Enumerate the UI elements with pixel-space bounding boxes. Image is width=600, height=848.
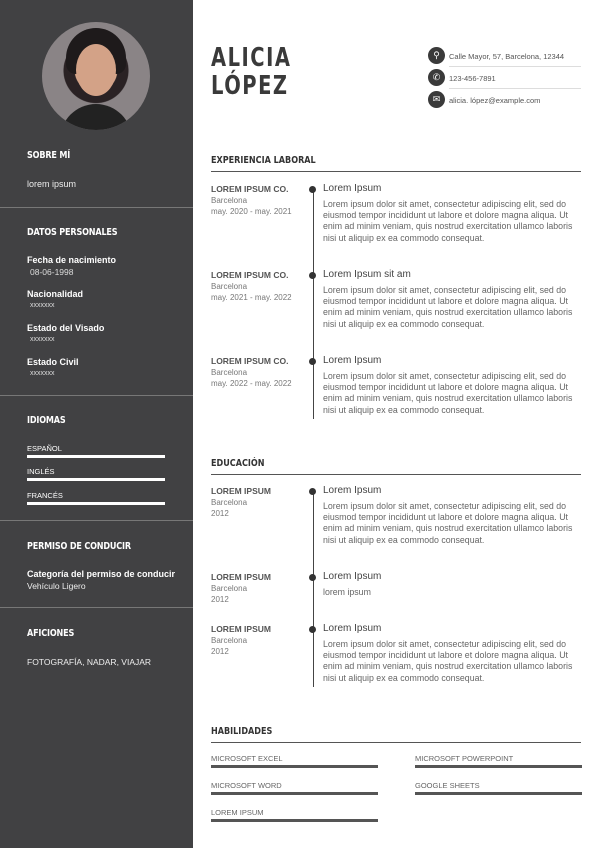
language-level-bar [27,455,165,458]
section-title-languages: IDIOMAS [27,415,66,426]
entry-place: Barcelona [211,282,248,291]
personal-value: xxxxxxx [30,370,55,377]
entry-title: Lorem Ipsum [323,355,382,366]
timeline-line [313,490,314,687]
first-name: ALICIA [211,43,292,73]
entry-description: Lorem ipsum dolor sit amet, consectetur adipiscing elit, sed do eiusmod tempor incididunt ut labore et dolore magna aliqua. Ut enim ad minim veniam, quis nostrud exercitation ullamco laboris nisi ut aliquip ex ea commodo consequat. [323,285,573,329]
divider [449,66,581,67]
personal-label: Estado Civil [27,357,79,367]
entry-dates: may. 2022 - may. 2022 [211,379,292,388]
entry-title: Lorem Ipsum [323,571,382,582]
entry-title: Lorem Ipsum sit am [323,269,411,280]
divider [0,395,193,396]
language-level-bar [27,478,165,481]
divider [0,607,193,608]
entry-title: Lorem Ipsum [323,623,382,634]
section-title-hobbies: AFICIONES [27,628,75,639]
entry-description: Lorem ipsum dolor sit amet, consectetur adipiscing elit, sed do eiusmod tempor incididunt ut labore et dolore magna aliqua. Ut enim ad minim veniam, quis nostrud exercitation ullamco laboris nisi ut aliquip ex ea commodo consequat. [323,639,573,683]
divider [211,742,581,743]
org-name: LOREM IPSUM [211,624,271,634]
divider [449,88,581,89]
entry-meta [211,583,296,605]
last-name: LÓPEZ [211,71,289,101]
personal-value: 08-06-1998 [30,267,74,277]
timeline-dot [309,488,316,495]
entry-dates: 2012 [211,595,229,604]
entry-dates: may. 2021 - may. 2022 [211,293,292,302]
personal-value: xxxxxxx [30,336,55,343]
phone-icon: ✆ [428,69,445,86]
timeline-dot [309,358,316,365]
full-name [211,44,291,100]
org-name: LOREM IPSUM CO. [211,356,289,366]
entry-dates: may. 2020 - may. 2021 [211,207,292,216]
org-name: LOREM IPSUM CO. [211,270,289,280]
contact-phone: 123-456-7891 [449,74,496,83]
language-name: INGLÉS [27,467,55,476]
entry-description: lorem ipsum [323,587,371,597]
timeline-dot [309,272,316,279]
entry-title: Lorem Ipsum [323,485,382,496]
entry-description: Lorem ipsum dolor sit amet, consectetur adipiscing elit, sed do eiusmod tempor incididunt ut labore et dolore magna aliqua. Ut enim ad minim veniam, quis nostrud exercitation ullamco laboris nisi ut aliquip ex ea commodo consequat. [323,199,573,243]
personal-label: Estado del Visado [27,323,105,333]
entry-title: Lorem Ipsum [323,183,382,194]
org-name: LOREM IPSUM [211,486,271,496]
timeline-dot [309,574,316,581]
section-title-skills: HABILIDADES [211,726,273,737]
sidebar [0,0,193,848]
contact-email[interactable]: alicia. lópez@example.com [449,96,541,105]
org-name: LOREM IPSUM [211,572,271,582]
timeline-dot [309,626,316,633]
divider [0,520,193,521]
license-value: Vehículo Ligero [27,581,86,591]
language-name: FRANCÉS [27,491,63,500]
skill-level-bar [415,792,582,795]
skill-name: MICROSOFT POWERPOINT [415,754,514,763]
location-icon: ⚲ [428,47,445,64]
profile-photo [42,22,150,130]
section-title-about: SOBRE MÍ [27,150,71,161]
language-name: ESPAÑOL [27,444,62,453]
org-name: LOREM IPSUM CO. [211,184,289,194]
license-label: Categoría del permiso de conducir [27,569,176,579]
skill-name: GOOGLE SHEETS [415,781,480,790]
entry-dates: 2012 [211,509,229,518]
email-icon: ✉ [428,91,445,108]
entry-meta [211,281,296,303]
entry-description: Lorem ipsum dolor sit amet, consectetur adipiscing elit, sed do eiusmod tempor incididunt ut labore et dolore magna aliqua. Ut enim ad minim veniam, quis nostrud exercitation ullamco laboris nisi ut aliquip ex ea commodo consequat. [323,501,573,545]
about-text: lorem ipsum [27,179,77,189]
entry-place: Barcelona [211,498,248,507]
entry-place: Barcelona [211,636,248,645]
section-title-license: PERMISO DE CONDUCIR [27,541,131,552]
skill-level-bar [211,792,378,795]
skill-level-bar [211,765,378,768]
hobbies-text: FOTOGRAFÍA, NADAR, VIAJAR [27,657,152,667]
section-title-experience: EXPERIENCIA LABORAL [211,155,316,166]
personal-label: Nacionalidad [27,289,84,299]
skill-name: LOREM IPSUM [211,808,264,817]
entry-meta [211,367,296,389]
language-level-bar [27,502,165,505]
skill-name: MICROSOFT EXCEL [211,754,283,763]
entry-place: Barcelona [211,368,248,377]
divider [211,474,581,475]
skill-level-bar [211,819,378,822]
contact-address: Calle Mayor, 57, Barcelona, 12344 [449,52,565,61]
entry-place: Barcelona [211,584,248,593]
section-title-personal: DATOS PERSONALES [27,227,118,238]
entry-meta [211,497,296,519]
divider [211,171,581,172]
entry-meta [211,195,296,217]
entry-dates: 2012 [211,647,229,656]
skill-name: MICROSOFT WORD [211,781,282,790]
skill-level-bar [415,765,582,768]
personal-label: Fecha de nacimiento [27,255,117,265]
entry-description: Lorem ipsum dolor sit amet, consectetur adipiscing elit, sed do eiusmod tempor incididunt ut labore et dolore magna aliqua. Ut enim ad minim veniam, quis nostrud exercitation ullamco laboris nisi ut aliquip ex ea commodo consequat. [323,371,573,415]
personal-value: xxxxxxx [30,302,55,309]
timeline-line [313,188,314,419]
section-title-education: EDUCACIÓN [211,458,265,469]
entry-meta [211,635,296,657]
timeline-dot [309,186,316,193]
entry-place: Barcelona [211,196,248,205]
divider [0,207,193,208]
